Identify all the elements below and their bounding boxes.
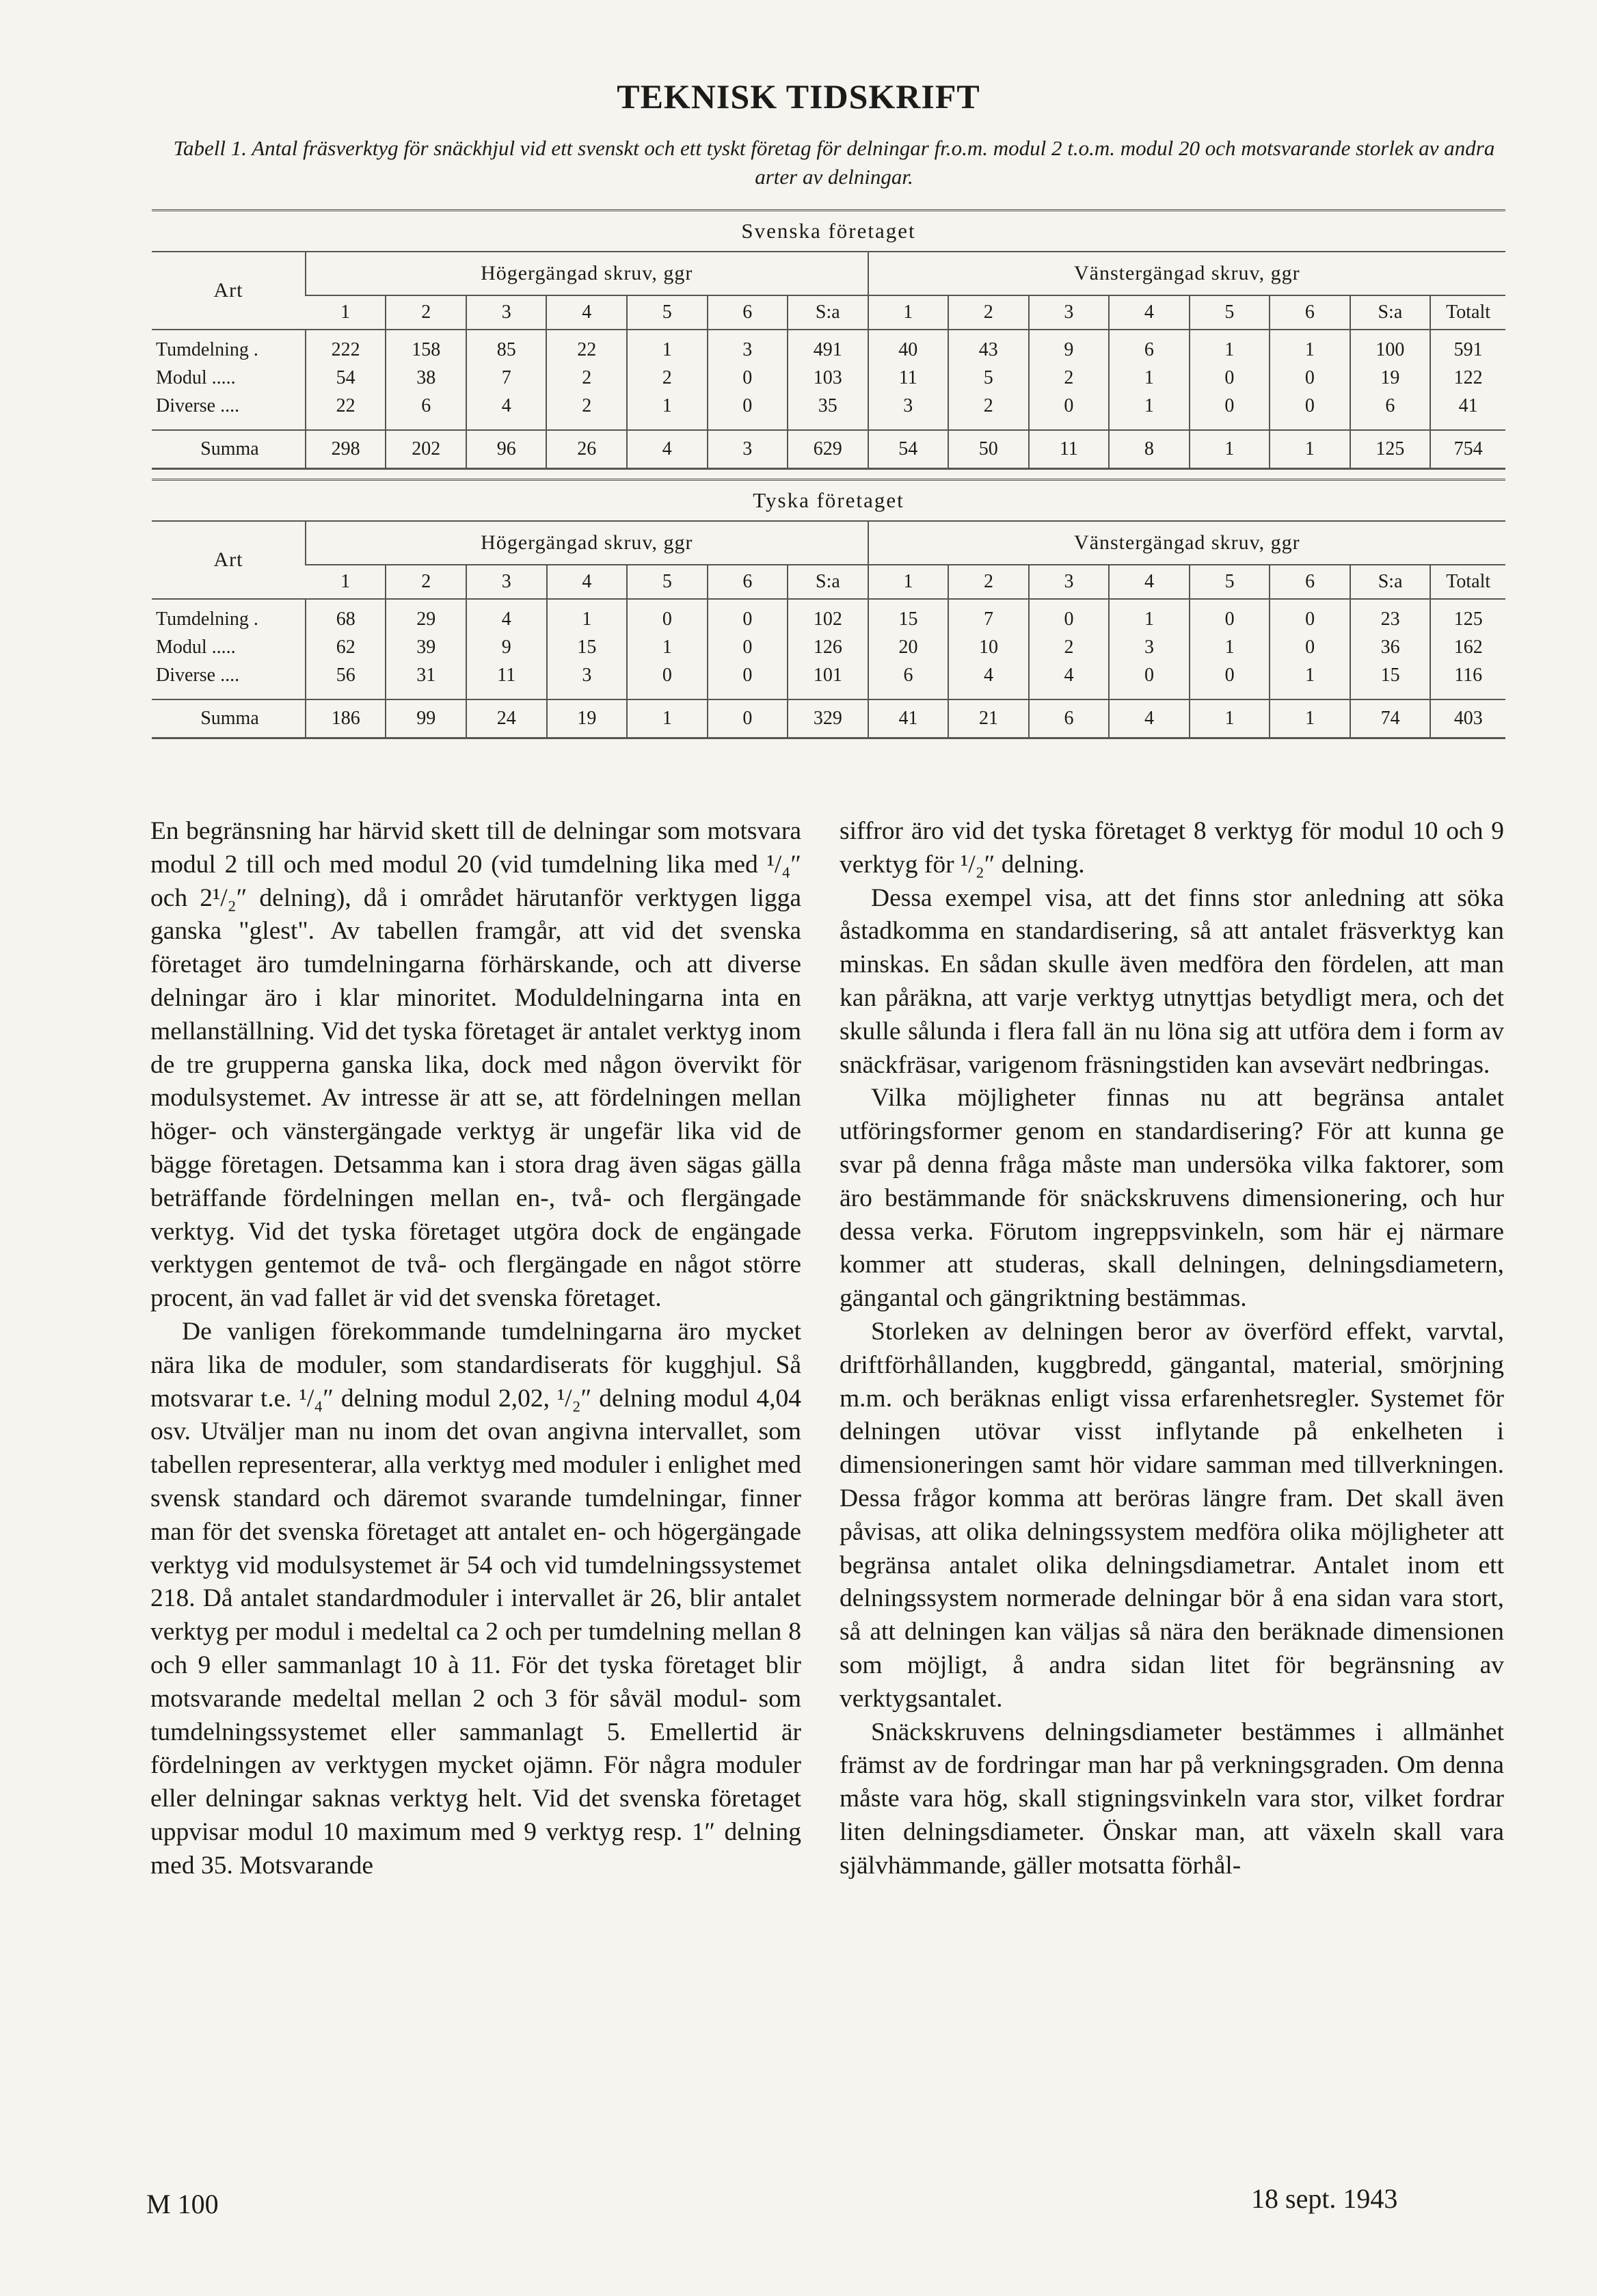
table-cell: 591: [1430, 336, 1505, 364]
column-header: 5: [627, 565, 708, 599]
table-cell: 122: [1430, 364, 1505, 392]
paragraph: En begränsning har härvid skett till de delningar som motsvara modul 2 till och med modul 20 (vid tumdelning lika med ¹/₄″ och 2¹/₂″ delning), då i området härutanför verktygen ligga ganska "glest". Av tabellen framgår, att vid det svenska företaget äro tumdelningarna förhärskande, och att diverse delningar äro i klar minoritet. Moduldelningarna inta en mellanställning. Vid det tyska företaget är antalet verktyg inom de tre grupperna ganska lika, dock med någon övervikt för modulsystemet. Av intresse är att se, att fördelningen mellan höger- och vänstergängade verktyg är ungefär lika vid de bägge företagen. Detsamma kan i stora drag även sägas gälla beträffande fördelningen mellan en-, två- och flergängade verktyg. Vid det tyska företaget utgöra dock de engängade verktygen gentemot de två- och flergängade en något större procent, än vad fallet är vid det svenska företaget.: [150, 817, 801, 1313]
table-cell: 15: [547, 633, 628, 661]
table-cell: 0: [1270, 364, 1350, 392]
table-cell: 126: [788, 633, 868, 661]
table-cell: 23: [1350, 605, 1431, 633]
column-header: S:a: [788, 565, 868, 599]
table-cell: 7: [948, 605, 1029, 633]
column-header: 5: [627, 295, 708, 330]
section-title: Svenska företaget: [152, 211, 1505, 252]
table-cell: 4: [466, 605, 547, 633]
paragraph: Dessa exempel visa, att det finns stor anledning att söka åstadkomma en standardisering, så att antalet fräsverktyg kan minskas. En sådan skulle även medföra den fördelen, att man kan påräkna, att varje verktyg utnyttjas betydligt mera, och det skulle sålunda i flera fall än nu löna sig att utföra dem i form av snäckfräsar, varigenom fräsningstiden kan avsevärt nedbringas.: [840, 883, 1504, 1079]
table-cell: 0: [708, 605, 788, 633]
table-row: [152, 392, 1505, 420]
table-cell: 125: [1430, 605, 1505, 633]
table-cell: 0: [1270, 392, 1350, 420]
row-label: Diverse ....: [156, 664, 240, 686]
column-header: 1: [306, 295, 386, 330]
sum-cell: 50: [948, 430, 1029, 469]
table-cell: 3: [868, 392, 949, 420]
row-label: Modul .....: [156, 636, 236, 658]
column-header: 2: [948, 295, 1029, 330]
table-cell: 62: [306, 633, 386, 661]
table-cell: 1: [1109, 392, 1190, 420]
table-cell: 31: [386, 661, 466, 689]
row-label: Tumdelning .: [156, 338, 258, 360]
sum-cell: 754: [1430, 430, 1505, 469]
sum-cell: 54: [868, 430, 949, 469]
column-header: 2: [386, 565, 466, 599]
left-hand-group-header: Vänstergängad skruv, ggr: [868, 252, 1505, 295]
row-label: Diverse ....: [156, 395, 240, 416]
table-cell: 100: [1350, 336, 1431, 364]
paragraph: De vanligen förekommande tumdelningarna äro mycket nära lika de moduler, som standardiserats för kugghjul. Så motsvarar t.e. ¹/₄″ delning modul 2,02, ¹/₂″ delning modul 4,04 osv. Utväljer man nu inom det ovan angivna intervallet, som tabellen representerar, alla verktyg med moduler i enlighet med svensk standard och däremot svarande tumdelningar, finner man för det svenska företaget att antalet en- och högergängade verktyg vid modulsystemet är 54 och vid tumdelningssystemet 218. Då antalet standardmoduler i intervallet är 26, blir antalet verktyg per modul i medeltal ca 2 och per tumdelning mellan 8 och 9 eller sammanlagt 10 à 11. För det tyska företaget blir motsvarande medeltal mellan 2 och 3 för såväl modul- som tumdelningssystemet eller sammanlagt 5. Emellertid är fördelningen av verktygen mycket ojämn. För några moduler eller delningar saknas verktyg helt. Vid det svenska företaget uppvisar modul 10 maximum med 9 verktyg resp. 1″ delning med 35. Motsvarande: [150, 1317, 801, 1880]
sum-cell: 1: [1190, 430, 1270, 469]
table-cell: 7: [466, 364, 547, 392]
table-cell: 1: [547, 605, 628, 633]
table-cell: 20: [868, 633, 949, 661]
sum-cell: 8: [1109, 430, 1190, 469]
table-cell: 1: [1190, 633, 1270, 661]
table-cell: 35: [788, 392, 868, 420]
table-cell: 85: [466, 336, 547, 364]
table-cell: 11: [466, 661, 547, 689]
column-header: S:a: [1350, 295, 1431, 330]
table-cell: 6: [868, 661, 949, 689]
sum-cell: 4: [627, 430, 708, 469]
table-cell: 1: [627, 392, 708, 420]
column-header: 3: [1029, 295, 1110, 330]
table-cell: 6: [1350, 392, 1431, 420]
column-header: 6: [1270, 565, 1350, 599]
table-cell: 0: [708, 392, 788, 420]
table-cell: 0: [1109, 661, 1190, 689]
sum-cell: 125: [1350, 430, 1431, 469]
table-cell: 1: [1109, 364, 1190, 392]
column-header: 3: [466, 565, 547, 599]
column-header: Totalt: [1430, 295, 1505, 330]
page-number: M 100: [146, 2189, 219, 2219]
column-header: 6: [1270, 295, 1350, 330]
table-cell: 43: [948, 336, 1029, 364]
sum-cell: 329: [788, 699, 868, 738]
table-row: [152, 661, 1505, 689]
sum-cell: 4: [1109, 699, 1190, 738]
table-cell: 6: [386, 392, 466, 420]
table-cell: 9: [1029, 336, 1110, 364]
table-cell: 0: [1270, 605, 1350, 633]
table-cell: 11: [868, 364, 949, 392]
sum-cell: 26: [546, 430, 627, 469]
column-header: 4: [547, 565, 628, 599]
sum-row: [152, 430, 1505, 469]
column-header: 3: [466, 295, 547, 330]
journal-masthead: TEKNISK TIDSKRIFT: [617, 77, 980, 116]
table-cell: 56: [306, 661, 386, 689]
art-header: Art: [152, 521, 306, 599]
sum-cell: 99: [386, 699, 466, 738]
table-cell: 19: [1350, 364, 1431, 392]
paragraph: Storleken av delningen beror av överförd effekt, varvtal, driftförhållanden, kuggbredd, gängantal, material, smörjning m.m. och beräknas enligt vissa erfarenhetsregler. Systemet för delningen utövar visst inflytande på enkelheten i dimensioneringen samt hör vidare samman med tillverkningen. Dessa frågor komma att beröras längre fram. Det skall även påvisas, att olika delningssystem medföra olika möjligheter att begränsa antalet olika delningsdiametrar. Antalet inom ett delningssystem normerade delningar bör å ena sidan vara stort, så att delningen kan väljas så nära den beräknade dimensionen som möjligt, å andra sidan litet för begränsning av verktygsantalet.: [840, 1317, 1504, 1713]
table-cell: 0: [708, 364, 788, 392]
table-cell: 36: [1350, 633, 1431, 661]
table-cell: 15: [1350, 661, 1431, 689]
table-row: [152, 336, 1505, 364]
table-cell: 40: [868, 336, 949, 364]
sum-cell: 96: [466, 430, 547, 469]
table-cell: 491: [788, 336, 868, 364]
sum-cell: 298: [306, 430, 386, 469]
row-label: Tumdelning .: [156, 608, 258, 630]
table-cell: 0: [1029, 392, 1110, 420]
data-table-swedish: [152, 209, 1505, 470]
table-cell: 15: [868, 605, 949, 633]
table-cell: 29: [386, 605, 466, 633]
left-column: [150, 815, 801, 1883]
column-header: 2: [948, 565, 1029, 599]
table-cell: 0: [1190, 661, 1270, 689]
table-cell: 1: [1270, 661, 1350, 689]
table-cell: 22: [306, 392, 386, 420]
table-cell: 1: [1190, 336, 1270, 364]
table-row: [152, 364, 1505, 392]
column-header: 3: [1029, 565, 1110, 599]
table-cell: 6: [1109, 336, 1190, 364]
table-cell: 116: [1430, 661, 1505, 689]
column-header: 4: [1109, 565, 1190, 599]
column-header: 4: [546, 295, 627, 330]
sum-cell: 1: [1270, 699, 1350, 738]
table-cell: 1: [627, 633, 708, 661]
table-row: [152, 605, 1505, 633]
paragraph: siffror äro vid det tyska företaget 8 verktyg för modul 10 och 9 verktyg för ¹/₂″ delning.: [840, 817, 1504, 879]
table-cell: 41: [1430, 392, 1505, 420]
column-header: 1: [868, 295, 949, 330]
sum-cell: 629: [788, 430, 868, 469]
table-cell: 39: [386, 633, 466, 661]
issue-date: 18 sept. 1943: [1251, 2183, 1398, 2214]
table-cell: 2: [948, 392, 1029, 420]
column-header: 6: [708, 565, 788, 599]
table-cell: 0: [708, 633, 788, 661]
table-cell: 2: [546, 364, 627, 392]
sum-cell: 0: [708, 699, 788, 738]
section-title: Tyska företaget: [152, 480, 1505, 522]
table-cell: 0: [1029, 605, 1110, 633]
sum-label: Summa: [152, 699, 306, 738]
column-header: 5: [1190, 565, 1270, 599]
table-row: [152, 633, 1505, 661]
sum-cell: 3: [708, 430, 788, 469]
table-cell: 4: [948, 661, 1029, 689]
sum-cell: 1: [1270, 430, 1350, 469]
column-header: 5: [1190, 295, 1270, 330]
right-hand-group-header: Högergängad skruv, ggr: [306, 252, 868, 295]
column-header: S:a: [788, 295, 868, 330]
table-caption: Tabell 1. Antal fräsverktyg för snäckhjul vid ett svenskt och ett tyskt företag för delningar fr.o.m. modul 2 t.o.m. modul 20 och motsvarande storlek av andra arter av delningar.: [173, 136, 1495, 189]
table-cell: 0: [1190, 364, 1270, 392]
table-cell: 10: [948, 633, 1029, 661]
table-cell: 9: [466, 633, 547, 661]
table-cell: 2: [1029, 633, 1110, 661]
sum-cell: 11: [1029, 430, 1110, 469]
table-cell: 0: [1270, 633, 1350, 661]
sum-cell: 19: [547, 699, 628, 738]
column-header: Totalt: [1430, 565, 1505, 599]
sum-label: Summa: [152, 430, 306, 469]
row-label: Modul .....: [156, 366, 236, 388]
table-cell: 38: [386, 364, 466, 392]
table-cell: 1: [1270, 336, 1350, 364]
table-cell: 3: [1109, 633, 1190, 661]
paragraph: Snäckskruvens delningsdiameter bestämmes i allmänhet främst av de fordringar man har på verkningsgraden. Om denna måste vara hög, skall stigningsvinkeln vara stor, vilket fordrar liten delningsdiameter. Önskar man, att växeln skall vara självhämmande, gäller motsatta förhål-: [840, 1718, 1504, 1880]
art-header: Art: [152, 252, 306, 330]
table-cell: 3: [708, 336, 788, 364]
right-hand-group-header: Högergängad skruv, ggr: [306, 521, 868, 565]
table-cell: 0: [1190, 392, 1270, 420]
table-cell: 2: [627, 364, 708, 392]
table-cell: 68: [306, 605, 386, 633]
table-cell: 4: [1029, 661, 1110, 689]
sum-cell: 202: [386, 430, 466, 469]
sum-cell: 21: [948, 699, 1029, 738]
column-header: 4: [1109, 295, 1190, 330]
table-cell: 102: [788, 605, 868, 633]
table-cell: 1: [1109, 605, 1190, 633]
table-cell: 0: [627, 605, 708, 633]
table-cell: 4: [466, 392, 547, 420]
table-cell: 1: [627, 336, 708, 364]
table-cell: 3: [547, 661, 628, 689]
table-cell: 22: [546, 336, 627, 364]
data-table-german: [152, 479, 1505, 739]
table-cell: 101: [788, 661, 868, 689]
table-cell: 103: [788, 364, 868, 392]
table-cell: 0: [627, 661, 708, 689]
column-header: 6: [708, 295, 788, 330]
table-cell: 0: [1190, 605, 1270, 633]
sum-cell: 6: [1029, 699, 1110, 738]
table-cell: 222: [306, 336, 386, 364]
sum-cell: 403: [1430, 699, 1505, 738]
table-cell: 0: [708, 661, 788, 689]
sum-cell: 41: [868, 699, 949, 738]
table-cell: 158: [386, 336, 466, 364]
column-header: S:a: [1350, 565, 1431, 599]
sum-row: [152, 699, 1505, 738]
right-column: [840, 815, 1504, 1883]
left-hand-group-header: Vänstergängad skruv, ggr: [868, 521, 1505, 565]
sum-cell: 24: [466, 699, 547, 738]
sum-cell: 1: [627, 699, 708, 738]
column-header: 1: [868, 565, 949, 599]
sum-cell: 186: [306, 699, 386, 738]
sum-cell: 74: [1350, 699, 1431, 738]
table-cell: 2: [1029, 364, 1110, 392]
table-cell: 5: [948, 364, 1029, 392]
table-cell: 2: [546, 392, 627, 420]
column-header: 1: [306, 565, 386, 599]
table-cell: 54: [306, 364, 386, 392]
paragraph: Vilka möjligheter finnas nu att begränsa antalet utföringsformer genom en standardisering? För att kunna ge svar på denna fråga måste man undersöka vilka faktorer, som äro bestämmande för snäckskruvens dimensionering, och hur dessa verka. Förutom ingreppsvinkeln, som här ej närmare kommer att studeras, skall delningen, delningsdiametern, gängantal och gängriktning bestämmas.: [840, 1084, 1504, 1313]
column-header: 2: [386, 295, 466, 330]
sum-cell: 1: [1190, 699, 1270, 738]
table-cell: 162: [1430, 633, 1505, 661]
